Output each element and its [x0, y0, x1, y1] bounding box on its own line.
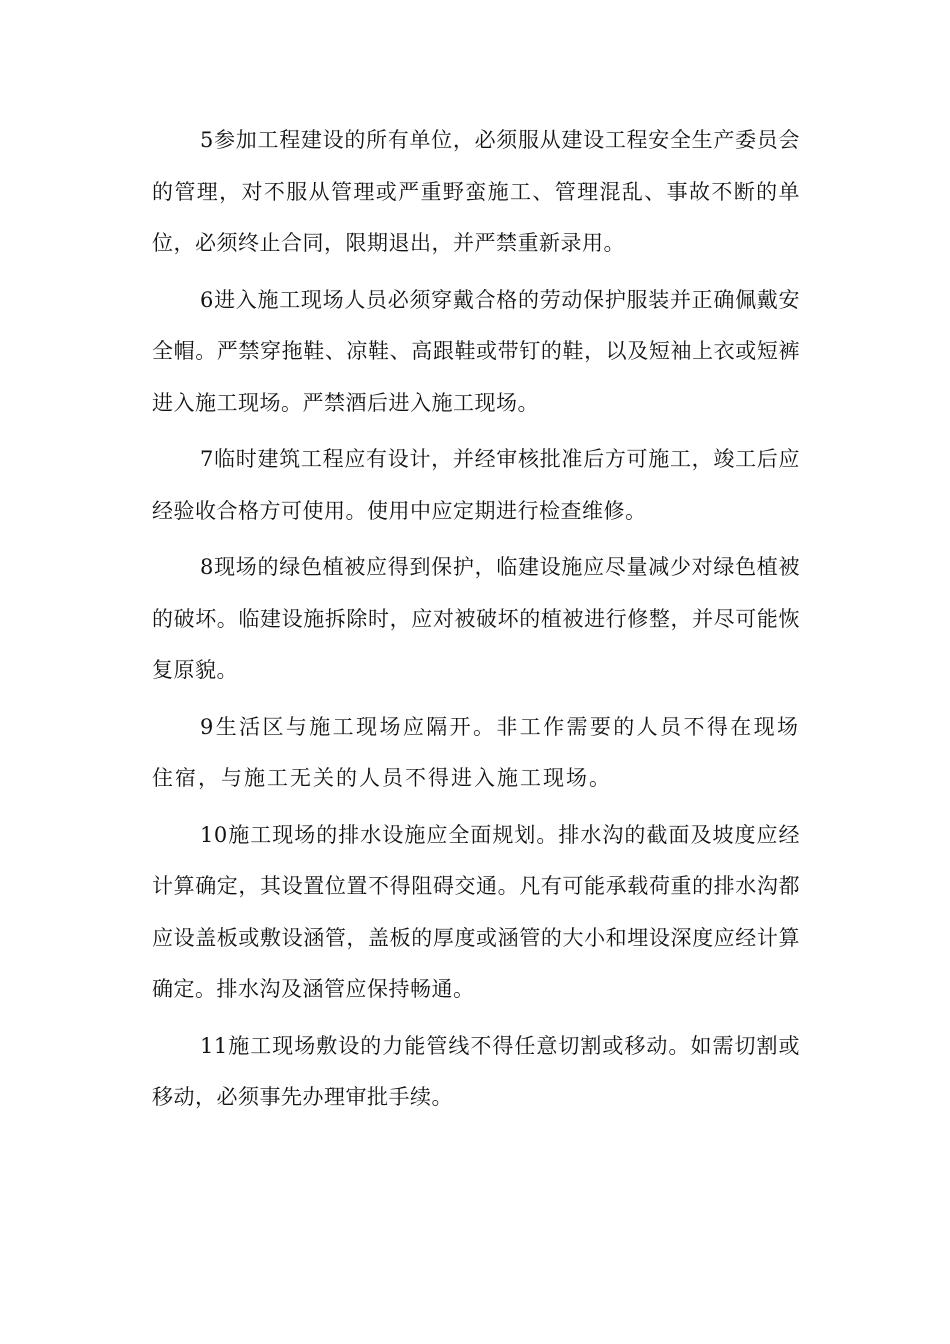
paragraph-11: 11施工现场敷设的力能管线不得任意切割或移动。如需切割或移动，必须事先办理审批手续。 — [152, 1033, 800, 1109]
paragraph-10: 10施工现场的排水设施应全面规划。排水沟的截面及坡度应经计算确定，其设置位置不得阻碍交通。凡有可能承载荷重的排水沟都应设盖板或敷设涵管，盖板的厚度或涵管的大小和埋设深度应经计算确定。排水沟及涵管应保持畅通。 — [152, 822, 800, 1001]
paragraph-6: 6进入施工现场人员必须穿戴合格的劳动保护服装并正确佩戴安全帽。严禁穿拖鞋、凉鞋、高跟鞋或带钉的鞋，以及短袖上衣或短裤进入施工现场。严禁酒后进入施工现场。 — [152, 287, 800, 415]
paragraph-7: 7临时建筑工程应有设计，并经审核批准后方可施工，竣工后应经验收合格方可使用。使用中应定期进行检查维修。 — [152, 447, 800, 523]
paragraph-9: 9生活区与施工现场应隔开。非工作需要的人员不得在现场住宿，与施工无关的人员不得进入施工现场。 — [152, 714, 800, 790]
paragraph-5: 5参加工程建设的所有单位，必须服从建设工程安全生产委员会的管理，对不服从管理或严重野蛮施工、管理混乱、事故不断的单位，必须终止合同，限期退出，并严禁重新录用。 — [152, 128, 800, 255]
document-body — [152, 115, 800, 1129]
paragraph-8: 8现场的绿色植被应得到保护，临建设施应尽量减少对绿色植被的破坏。临建设施拆除时，应对被破坏的植被进行修整，并尽可能恢复原貌。 — [152, 555, 800, 682]
